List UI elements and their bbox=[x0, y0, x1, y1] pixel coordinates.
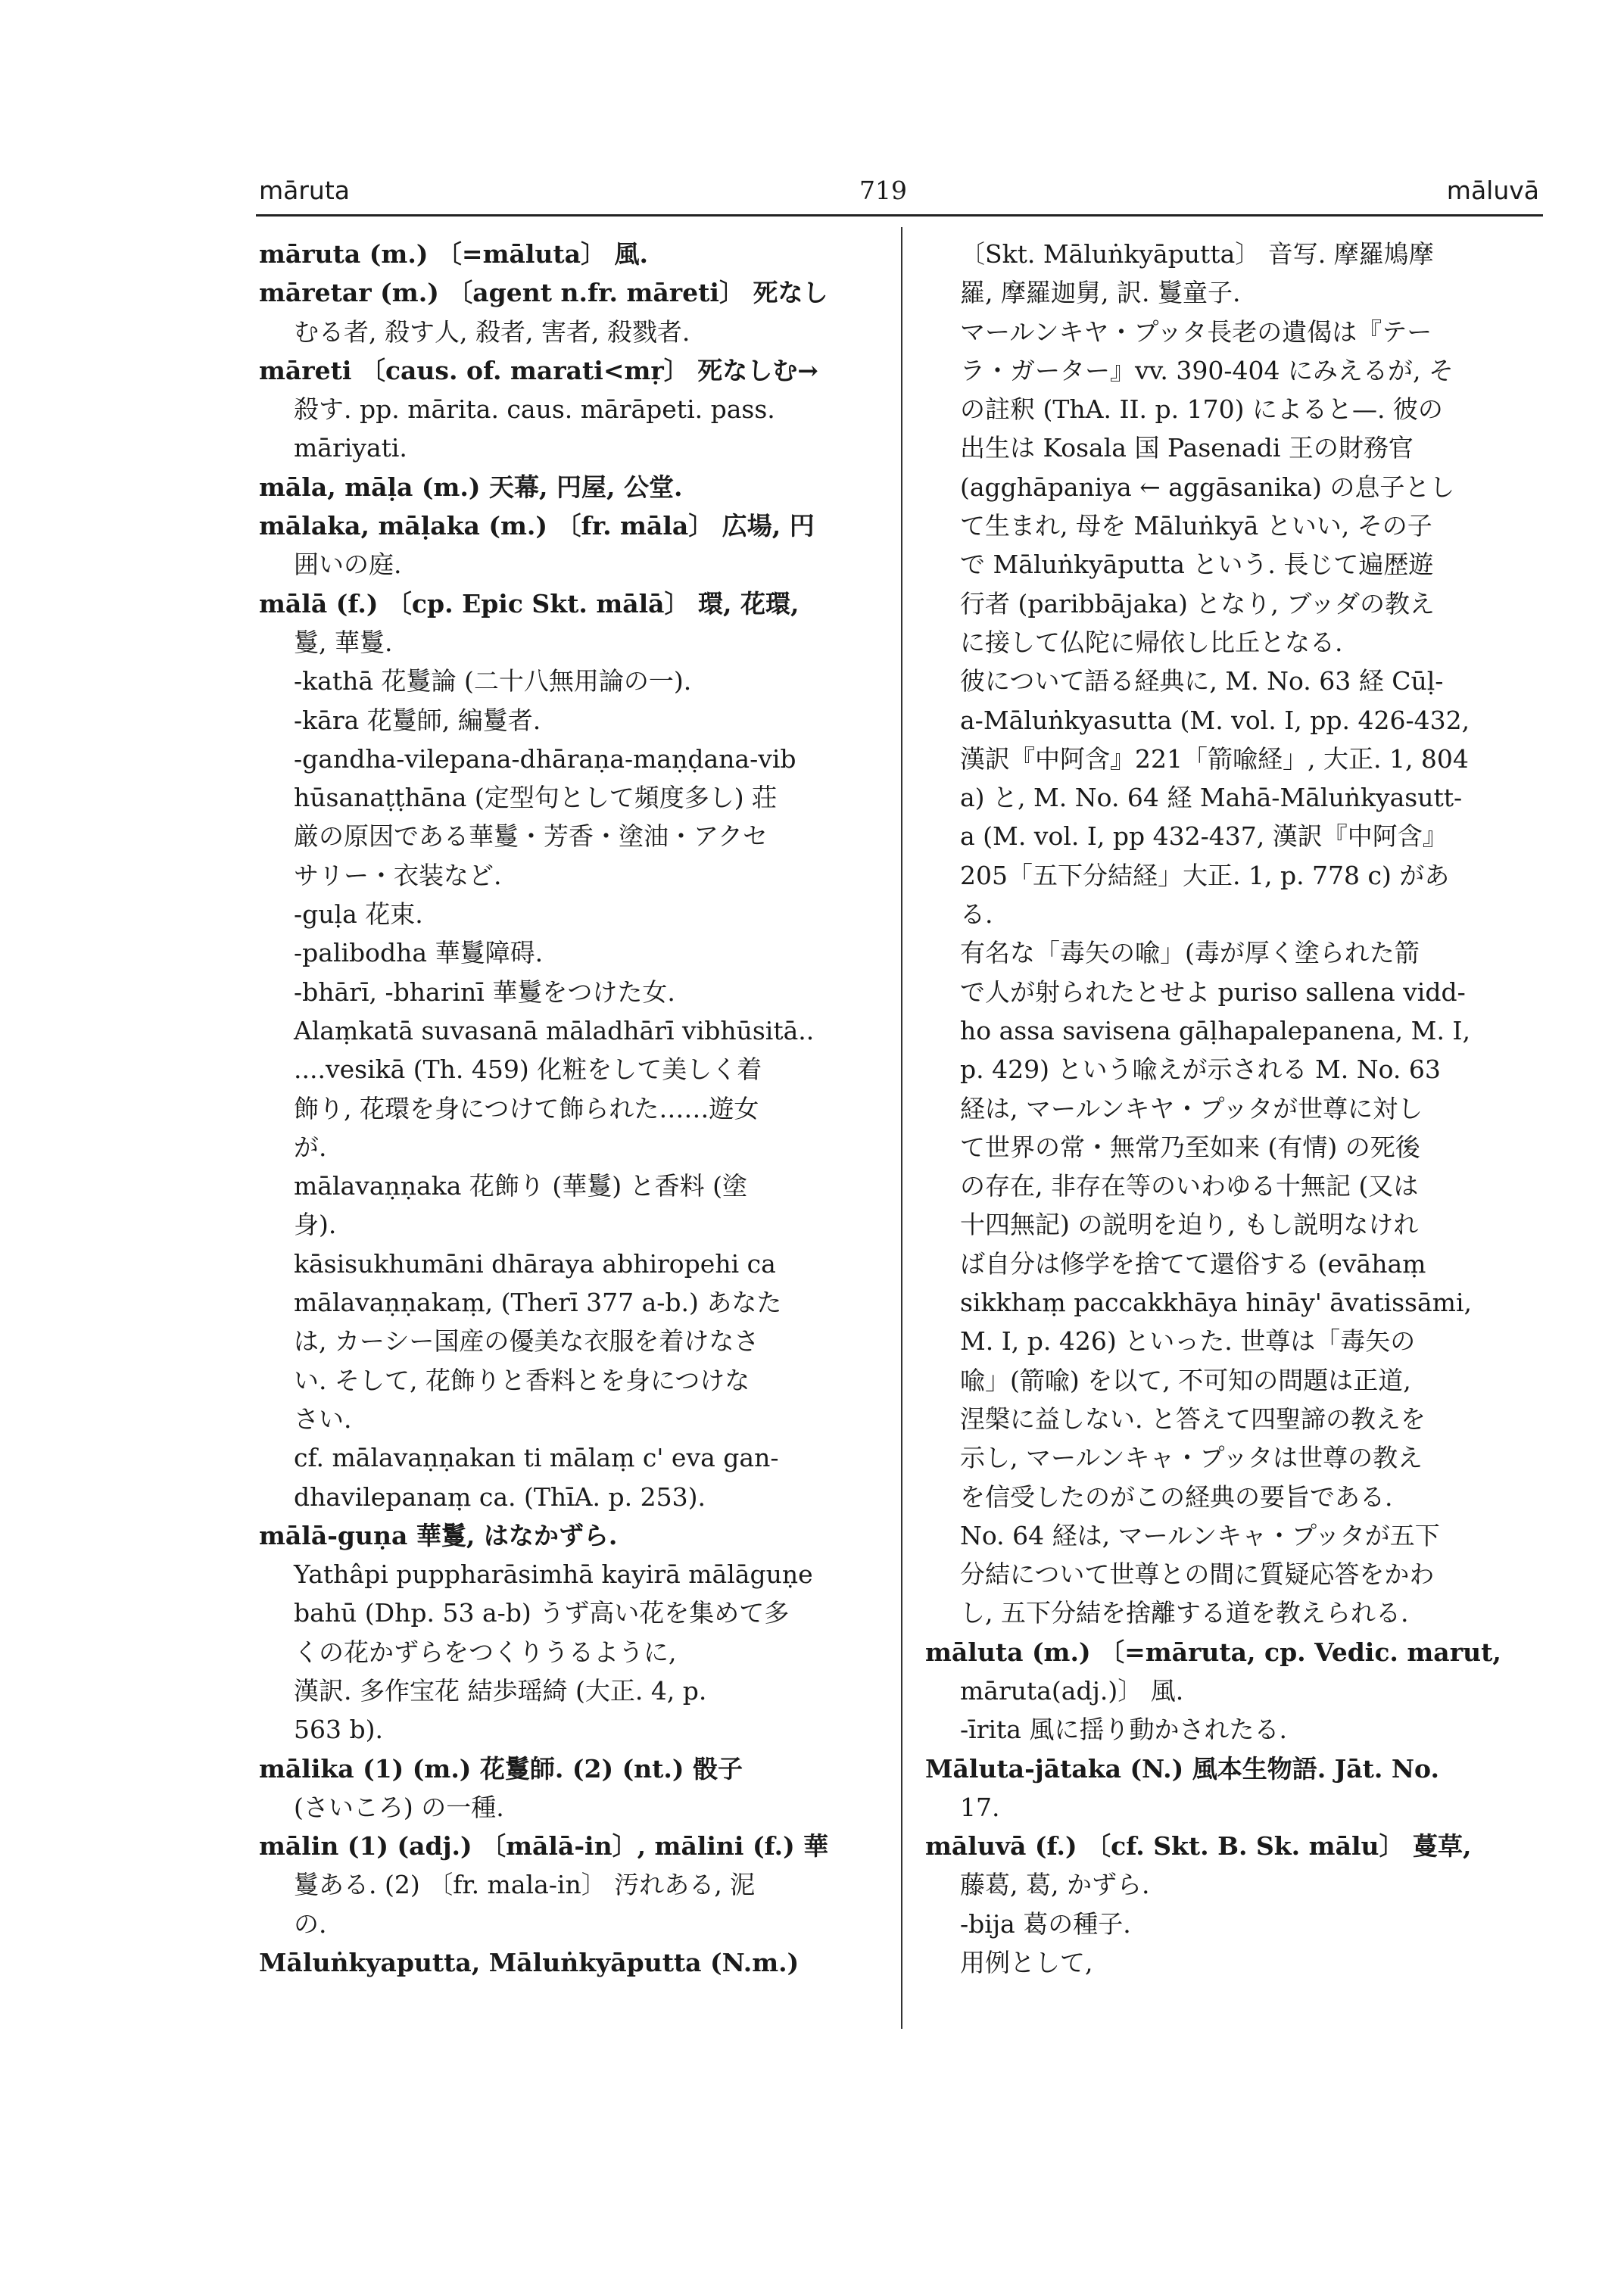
entry-text-line: (agghāpaniya ← aggāsanika) の息子とし bbox=[960, 472, 1455, 502]
column-divider bbox=[901, 227, 902, 2029]
entry-headword-line: māruta (m.) 〔=māluta〕 風. bbox=[259, 239, 648, 269]
entry-text-line: い. そして, 花飾りと香料とを身につけな bbox=[294, 1365, 750, 1395]
header-rule bbox=[256, 214, 1543, 217]
entry-text-line: 殺す. pp. mārita. caus. mārāpeti. pass. bbox=[294, 394, 775, 425]
right-column bbox=[925, 235, 1531, 1982]
entry-text-line: kāsisukhumāni dhāraya abhiropehi ca bbox=[294, 1248, 776, 1279]
running-head-left: māruta bbox=[259, 176, 351, 205]
entry-text-line: 分結について世尊との間に質疑応答をかわ bbox=[960, 1559, 1435, 1590]
entry-text-line: 十四無記) の説明を迫り, もし説明なけれ bbox=[960, 1210, 1419, 1240]
entry-text-line: -kathā 花鬘論 (二十八無用論の一). bbox=[294, 666, 692, 696]
entry-headword-line: mālin (1) (adj.) 〔mālā-in〕, mālini (f.) 華 bbox=[259, 1831, 829, 1862]
entry-headword-line: mālika (1) (m.) 花鬘師. (2) (nt.) 骰子 bbox=[259, 1753, 743, 1784]
entry-text-line: 鬘, 華鬘. bbox=[294, 627, 393, 657]
running-head-right: māluvā bbox=[1446, 176, 1539, 205]
entry-text-line: -guḷa 花束. bbox=[294, 899, 423, 930]
entry-text-line: で人が射られたとせよ puriso sallena vidd- bbox=[960, 977, 1466, 1007]
entry-text-line: の. bbox=[294, 1908, 327, 1939]
entry-headword-line: Māluta-jātaka (N.) 風本生物語. Jāt. No. bbox=[925, 1753, 1439, 1784]
entry-text-line: ....vesikā (Th. 459) 化粧をして美しく着 bbox=[294, 1055, 762, 1085]
entry-text-line: 囲いの庭. bbox=[294, 550, 402, 580]
entry-text-line: 用例として, bbox=[960, 1948, 1093, 1978]
entry-text-line: 漢訳. 多作宝花 結歩瑶綺 (大正. 4, p. bbox=[294, 1675, 707, 1706]
entry-text-line: (さいころ) の一種. bbox=[294, 1792, 504, 1822]
entry-text-line: -kāra 花鬘師, 編鬘者. bbox=[294, 705, 541, 735]
entry-text-line: 〔Skt. Māluṅkyāputta〕 音写. 摩羅鳩摩 bbox=[960, 239, 1434, 269]
entry-text-line: dhavilepanaṃ ca. (ThīA. p. 253). bbox=[294, 1481, 706, 1512]
entry-text-line: -īrita 風に揺り動かされたる. bbox=[960, 1715, 1287, 1745]
entry-text-line: mālavaṇṇaka 花飾り (華鬘) と香料 (塗 bbox=[294, 1171, 747, 1201]
entry-headword-line: māla, māḷa (m.) 天幕, 円屋, 公堂. bbox=[259, 472, 683, 502]
entry-text-line: 出生は Kosala 国 Pasenadi 王の財務官 bbox=[960, 433, 1414, 463]
entry-text-line: は, カーシー国産の優美な衣服を着けなさ bbox=[294, 1326, 759, 1357]
entry-text-line: 羅, 摩羅迦舅, 訳. 鬘童子. bbox=[960, 278, 1241, 308]
entry-text-line: を信受したのがこの経典の要旨である. bbox=[960, 1481, 1393, 1512]
entry-text-line: ho assa savisena gāḷhapalepanena, M. I, bbox=[960, 1015, 1470, 1045]
entry-headword-line: mālaka, māḷaka (m.) 〔fr. māla〕 広場, 円 bbox=[259, 511, 815, 541]
entry-text-line: sikkhaṃ paccakkhāya hināy' āvatissāmi, bbox=[960, 1288, 1472, 1318]
entry-text-line: No. 64 経は, マールンキャ・プッタが五下 bbox=[960, 1520, 1440, 1550]
entry-text-line: 17. bbox=[960, 1792, 1000, 1822]
entry-text-line: ば自分は修学を捨てて還俗する (evāhaṃ bbox=[960, 1248, 1426, 1279]
entry-text-line: サリー・衣装など. bbox=[294, 860, 502, 890]
entry-headword-line: mālā (f.) 〔cp. Epic Skt. mālā〕 環, 花環, bbox=[259, 588, 800, 618]
entry-text-line: の存在, 非存在等のいわゆる十無記 (又は bbox=[960, 1171, 1419, 1201]
entry-headword-line: Māluṅkyaputta, Māluṅkyāputta (N.m.) bbox=[259, 1948, 800, 1978]
entry-text-line: mālavaṇṇakaṃ, (Therī 377 a-b.) あなた bbox=[294, 1288, 782, 1318]
entry-text-line: Yathâpi puppharāsimhā kayirā mālāguṇe bbox=[294, 1559, 813, 1590]
entry-text-line: a) と, M. No. 64 経 Mahā-Māluṅkyasutt- bbox=[960, 783, 1463, 813]
entry-text-line: māruta(adj.)〕 風. bbox=[960, 1675, 1184, 1706]
entry-text-line: 厳の原因である華鬘・芳香・塗油・アクセ bbox=[294, 821, 768, 852]
entry-text-line: 漢訳『中阿含』221「箭喩経」, 大正. 1, 804 bbox=[960, 743, 1469, 774]
entry-text-line: 563 b). bbox=[294, 1715, 383, 1745]
entry-text-line: p. 429) という喩えが示される M. No. 63 bbox=[960, 1055, 1441, 1085]
entry-text-line: に接して仏陀に帰依し比丘となる. bbox=[960, 627, 1343, 657]
entry-text-line: M. I, p. 426) といった. 世尊は「毒矢の bbox=[960, 1326, 1416, 1357]
entry-text-line: さい. bbox=[294, 1404, 352, 1434]
left-column bbox=[259, 235, 880, 1982]
entry-text-line: 飾り, 花環を身につけて飾られた……遊女 bbox=[294, 1093, 759, 1123]
entry-text-line: で Māluṅkyāputta という. 長じて遍歴遊 bbox=[960, 550, 1434, 580]
entry-text-line: 涅槃に益しない. と答えて四聖諦の教えを bbox=[960, 1404, 1426, 1434]
entry-headword-line: māluvā (f.) 〔cf. Skt. B. Sk. mālu〕 蔓草, bbox=[925, 1831, 1472, 1862]
page-number: 719 bbox=[859, 176, 907, 205]
entry-text-line: -bhārī, -bharinī 華鬘をつけた女. bbox=[294, 977, 675, 1007]
entry-text-line: て世界の常・無常乃至如来 (有情) の死後 bbox=[960, 1132, 1420, 1162]
entry-text-line: a (M. vol. I, pp 432-437, 漢訳『中阿含』 bbox=[960, 821, 1448, 852]
entry-text-line: māriyati. bbox=[294, 433, 407, 463]
entry-text-line: 喩」(箭喩) を以て, 不可知の問題は正道, bbox=[960, 1365, 1411, 1395]
entry-headword-line: māreti 〔caus. of. marati<mṛ〕 死なしむ→ bbox=[259, 355, 818, 385]
entry-text-line: 藤葛, 葛, かずら. bbox=[960, 1870, 1150, 1900]
entry-text-line: 有名な「毒矢の喩」(毒が厚く塗られた箭 bbox=[960, 938, 1420, 968]
entry-headword-line: māretar (m.) 〔agent n.fr. māreti〕 死なし bbox=[259, 278, 828, 308]
entry-text-line: くの花かずらをつくりうるように, bbox=[294, 1637, 677, 1667]
entry-text-line: 経は, マールンキヤ・プッタが世尊に対し bbox=[960, 1093, 1423, 1123]
entry-text-line: cf. mālavaṇṇakan ti mālaṃ c' eva gan- bbox=[294, 1443, 779, 1473]
entry-text-line: が. bbox=[294, 1132, 327, 1162]
entry-text-line: 示し, マールンキャ・プッタは世尊の教え bbox=[960, 1443, 1423, 1473]
entry-text-line: マールンキヤ・プッタ長老の遺偈は『テー bbox=[960, 316, 1432, 347]
entry-text-line: ラ・ガーター』vv. 390-404 にみえるが, そ bbox=[960, 355, 1454, 385]
entry-headword-line: mālā-guṇa 華鬘, はなかずら. bbox=[259, 1520, 618, 1550]
entry-text-line: -gandha-vilepana-dhāraṇa-maṇḍana-vib bbox=[294, 743, 796, 774]
entry-text-line: -bija 葛の種子. bbox=[960, 1908, 1131, 1939]
entry-text-line: て生まれ, 母を Māluṅkyā といい, その子 bbox=[960, 511, 1432, 541]
entry-text-line: し, 五下分結を捨離する道を教えられる. bbox=[960, 1598, 1409, 1628]
entry-text-line: 205「五下分結経」大正. 1, p. 778 c) があ bbox=[960, 860, 1450, 890]
entry-headword-line: māluta (m.) 〔=māruta, cp. Vedic. marut, bbox=[925, 1637, 1501, 1667]
entry-text-line: -palibodha 華鬘障碍. bbox=[294, 938, 544, 968]
entry-text-line: Alaṃkatā suvasanā māladhārī vibhūsitā.. bbox=[294, 1015, 815, 1045]
entry-text-line: る. bbox=[960, 899, 993, 930]
entry-text-line: hūsanaṭṭhāna (定型句として頻度多し) 荘 bbox=[294, 783, 778, 813]
entry-text-line: bahū (Dhp. 53 a-b) うず高い花を集めて多 bbox=[294, 1598, 790, 1628]
entry-text-line: の註釈 (ThA. II. p. 170) によると—. 彼の bbox=[960, 394, 1443, 425]
entry-text-line: 身). bbox=[294, 1210, 337, 1240]
entry-text-line: 彼について語る経典に, M. No. 63 経 Cūḷ- bbox=[960, 666, 1444, 696]
entry-text-line: むる者, 殺す人, 殺者, 害者, 殺戮者. bbox=[294, 316, 690, 347]
entry-text-line: 行者 (paribbājaka) となり, ブッダの教え bbox=[960, 588, 1435, 618]
entry-text-line: 鬘ある. (2) 〔fr. mala-in〕 汚れある, 泥 bbox=[294, 1870, 756, 1900]
entry-text-line: a-Māluṅkyasutta (M. vol. I, pp. 426-432, bbox=[960, 705, 1470, 735]
